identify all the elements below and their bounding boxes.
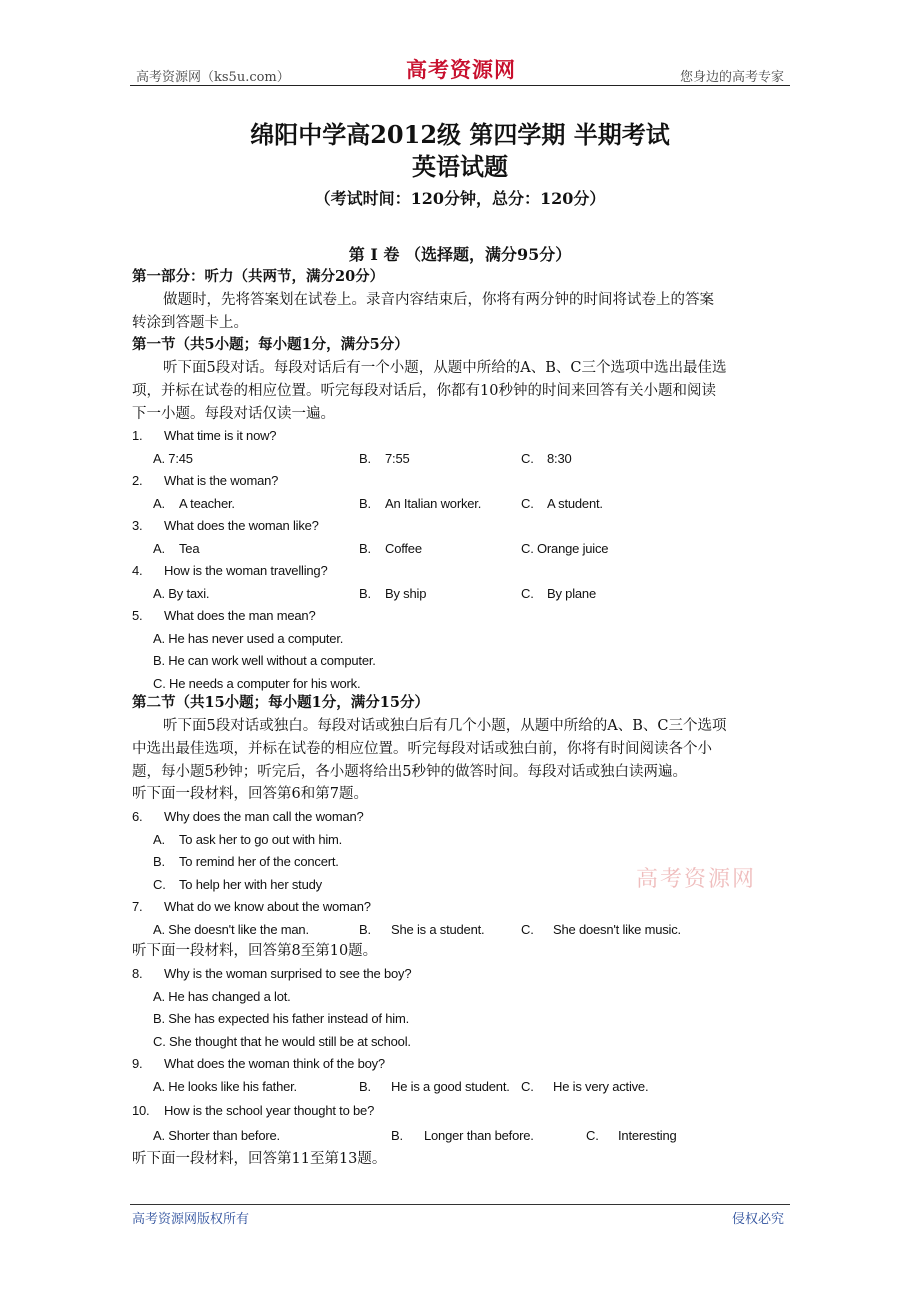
q3-option-a: Tea [179,541,200,556]
q6-option-a: To ask her to go out with him. [179,832,343,847]
section1-intro-line3: 下一小题。每段对话仅读一遍。 [132,406,335,422]
material-instruction-3: 听下面一段材料，回答第11至第13题。 [132,1151,387,1167]
q7-option-c: She doesn't like music. [553,922,681,937]
q10-option-b: Longer than before. [424,1128,534,1143]
q7-number: 7. [132,899,143,914]
q8-question: Why is the woman surprised to see the boy? [164,966,412,981]
part1-intro-line2: 转涂到答题卡上。 [132,315,248,331]
q6-option-a-label: A. [153,832,165,847]
exam-title: 绵阳中学高2012级 第四学期 半期考试 [250,120,670,149]
q1-option-b: 7:55 [385,451,410,466]
q7-option-b: She is a student. [391,922,485,937]
q4-option-b-label: B. [359,586,371,601]
section1-heading: 第一节（共5小题；每小题1分，满分5分） [132,336,409,353]
q4-option-c-label: C. [521,586,534,601]
q9-option-c-label: C. [521,1079,534,1094]
q5-number: 5. [132,608,143,623]
q1-option-b-label: B. [359,451,371,466]
q7-question: What do we know about the woman? [164,899,371,914]
q1-number: 1. [132,428,143,443]
q1-option-a: A. 7:45 [153,451,193,466]
q6-option-b-label: B. [153,854,165,869]
q1-option-c: 8:30 [547,451,572,466]
q10-option-c-label: C. [586,1128,599,1143]
q2-option-c: A student. [547,496,603,511]
q9-option-b-label: B. [359,1079,371,1094]
q2-option-a-label: A. [153,496,165,511]
q8-number: 8. [132,966,143,981]
q10-option-c: Interesting [618,1128,677,1143]
q10-option-a: A. Shorter than before. [153,1128,280,1143]
q6-question: Why does the man call the woman? [164,809,364,824]
q9-number: 9. [132,1056,143,1071]
q3-option-a-label: A. [153,541,165,556]
q2-number: 2. [132,473,143,488]
q7-option-a: A. She doesn't like the man. [153,922,309,937]
q3-option-c: C. Orange juice [521,541,609,556]
q9-question: What does the woman think of the boy? [164,1056,385,1071]
section2-intro-line1: 听下面5段对话或独白。每段对话或独白后有几个小题，从题中所给的A、B、C三个选项 [163,718,727,734]
section2-intro-line3: 题，每小题5秒钟；听完后，各小题将给出5秒钟的做答时间。每段对话或独白读两遍。 [132,764,687,780]
q10-question: How is the school year thought to be? [164,1103,375,1118]
q3-option-b: Coffee [385,541,422,556]
q9-option-a: A. He looks like his father. [153,1079,297,1094]
q8-option-a: A. He has changed a lot. [153,989,291,1004]
material-instruction-2: 听下面一段材料，回答第8至第10题。 [132,943,378,959]
section2-heading: 第二节（共15小题；每小题1分，满分15分） [132,694,429,711]
q2-option-b: An Italian worker. [385,496,482,511]
q8-option-c: C. She thought that he would still be at school. [153,1034,411,1049]
q9-option-c: He is very active. [553,1079,649,1094]
q7-option-c-label: C. [521,922,534,937]
q2-option-b-label: B. [359,496,371,511]
q4-question: How is the woman travelling? [164,563,328,578]
q3-number: 3. [132,518,143,533]
section2-intro-line2: 中选出最佳选项，并标在试卷的相应位置。听完每段对话或独白前，你将有时间阅读各个小 [132,741,712,757]
part1-heading: 第一部分：听力（共两节，满分20分） [132,268,385,285]
q2-option-a: A teacher. [179,496,235,511]
q10-number: 10. [132,1103,150,1118]
footer-copyright: 高考资源网版权所有 [132,1212,250,1227]
q6-option-c: To help her with her study [179,877,322,892]
q4-option-c: By plane [547,586,596,601]
q3-question: What does the woman like? [164,518,319,533]
q5-option-a: A. He has never used a computer. [153,631,344,646]
q5-question: What does the man mean? [164,608,316,623]
part1-intro-line1: 做题时，先将答案划在试卷上。录音内容结束后，你将有两分钟的时间将试卷上的答案 [163,292,714,308]
q4-option-a: A. By taxi. [153,586,210,601]
q5-option-c: C. He needs a computer for his work. [153,676,361,691]
q9-option-b: He is a good student. [391,1079,510,1094]
material-instruction-1: 听下面一段材料，回答第6和第7题。 [132,786,368,802]
footer-divider [130,1204,790,1205]
q4-number: 4. [132,563,143,578]
q2-question: What is the woman? [164,473,279,488]
q1-option-c-label: C. [521,451,534,466]
header-logo: 高考资源网 [406,57,516,82]
q7-option-b-label: B. [359,922,371,937]
q2-option-c-label: C. [521,496,534,511]
header-divider [130,85,790,86]
q1-question: What time is it now? [164,428,277,443]
section1-intro-line2: 项，并标在试卷的相应位置。听完每段对话后，你都有10秒钟的时间来回答有关小题和阅读 [132,383,716,399]
q6-option-b: To remind her of the concert. [179,854,339,869]
volume-heading: 第 I 卷 （选择题，满分95分） [348,245,572,264]
q4-option-b: By ship [385,586,427,601]
footer-notice: 侵权必究 [731,1212,784,1227]
q6-number: 6. [132,809,143,824]
header-slogan: 您身边的高考专家 [679,70,784,85]
header-site-name: 高考资源网（ks5u.com） [136,70,290,85]
q8-option-b: B. She has expected his father instead of him. [153,1011,410,1026]
q3-option-b-label: B. [359,541,371,556]
exam-time-info: （考试时间：120分钟，总分：120分） [314,189,606,208]
watermark: 高考资源网 [636,867,757,892]
q5-option-b: B. He can work well without a computer. [153,653,376,668]
section1-intro-line1: 听下面5段对话。每段对话后有一个小题，从题中所给的A、B、C三个选项中选出最佳选 [163,360,727,376]
q10-option-b-label: B. [391,1128,403,1143]
q6-option-c-label: C. [153,877,166,892]
exam-subject: 英语试题 [412,152,508,181]
